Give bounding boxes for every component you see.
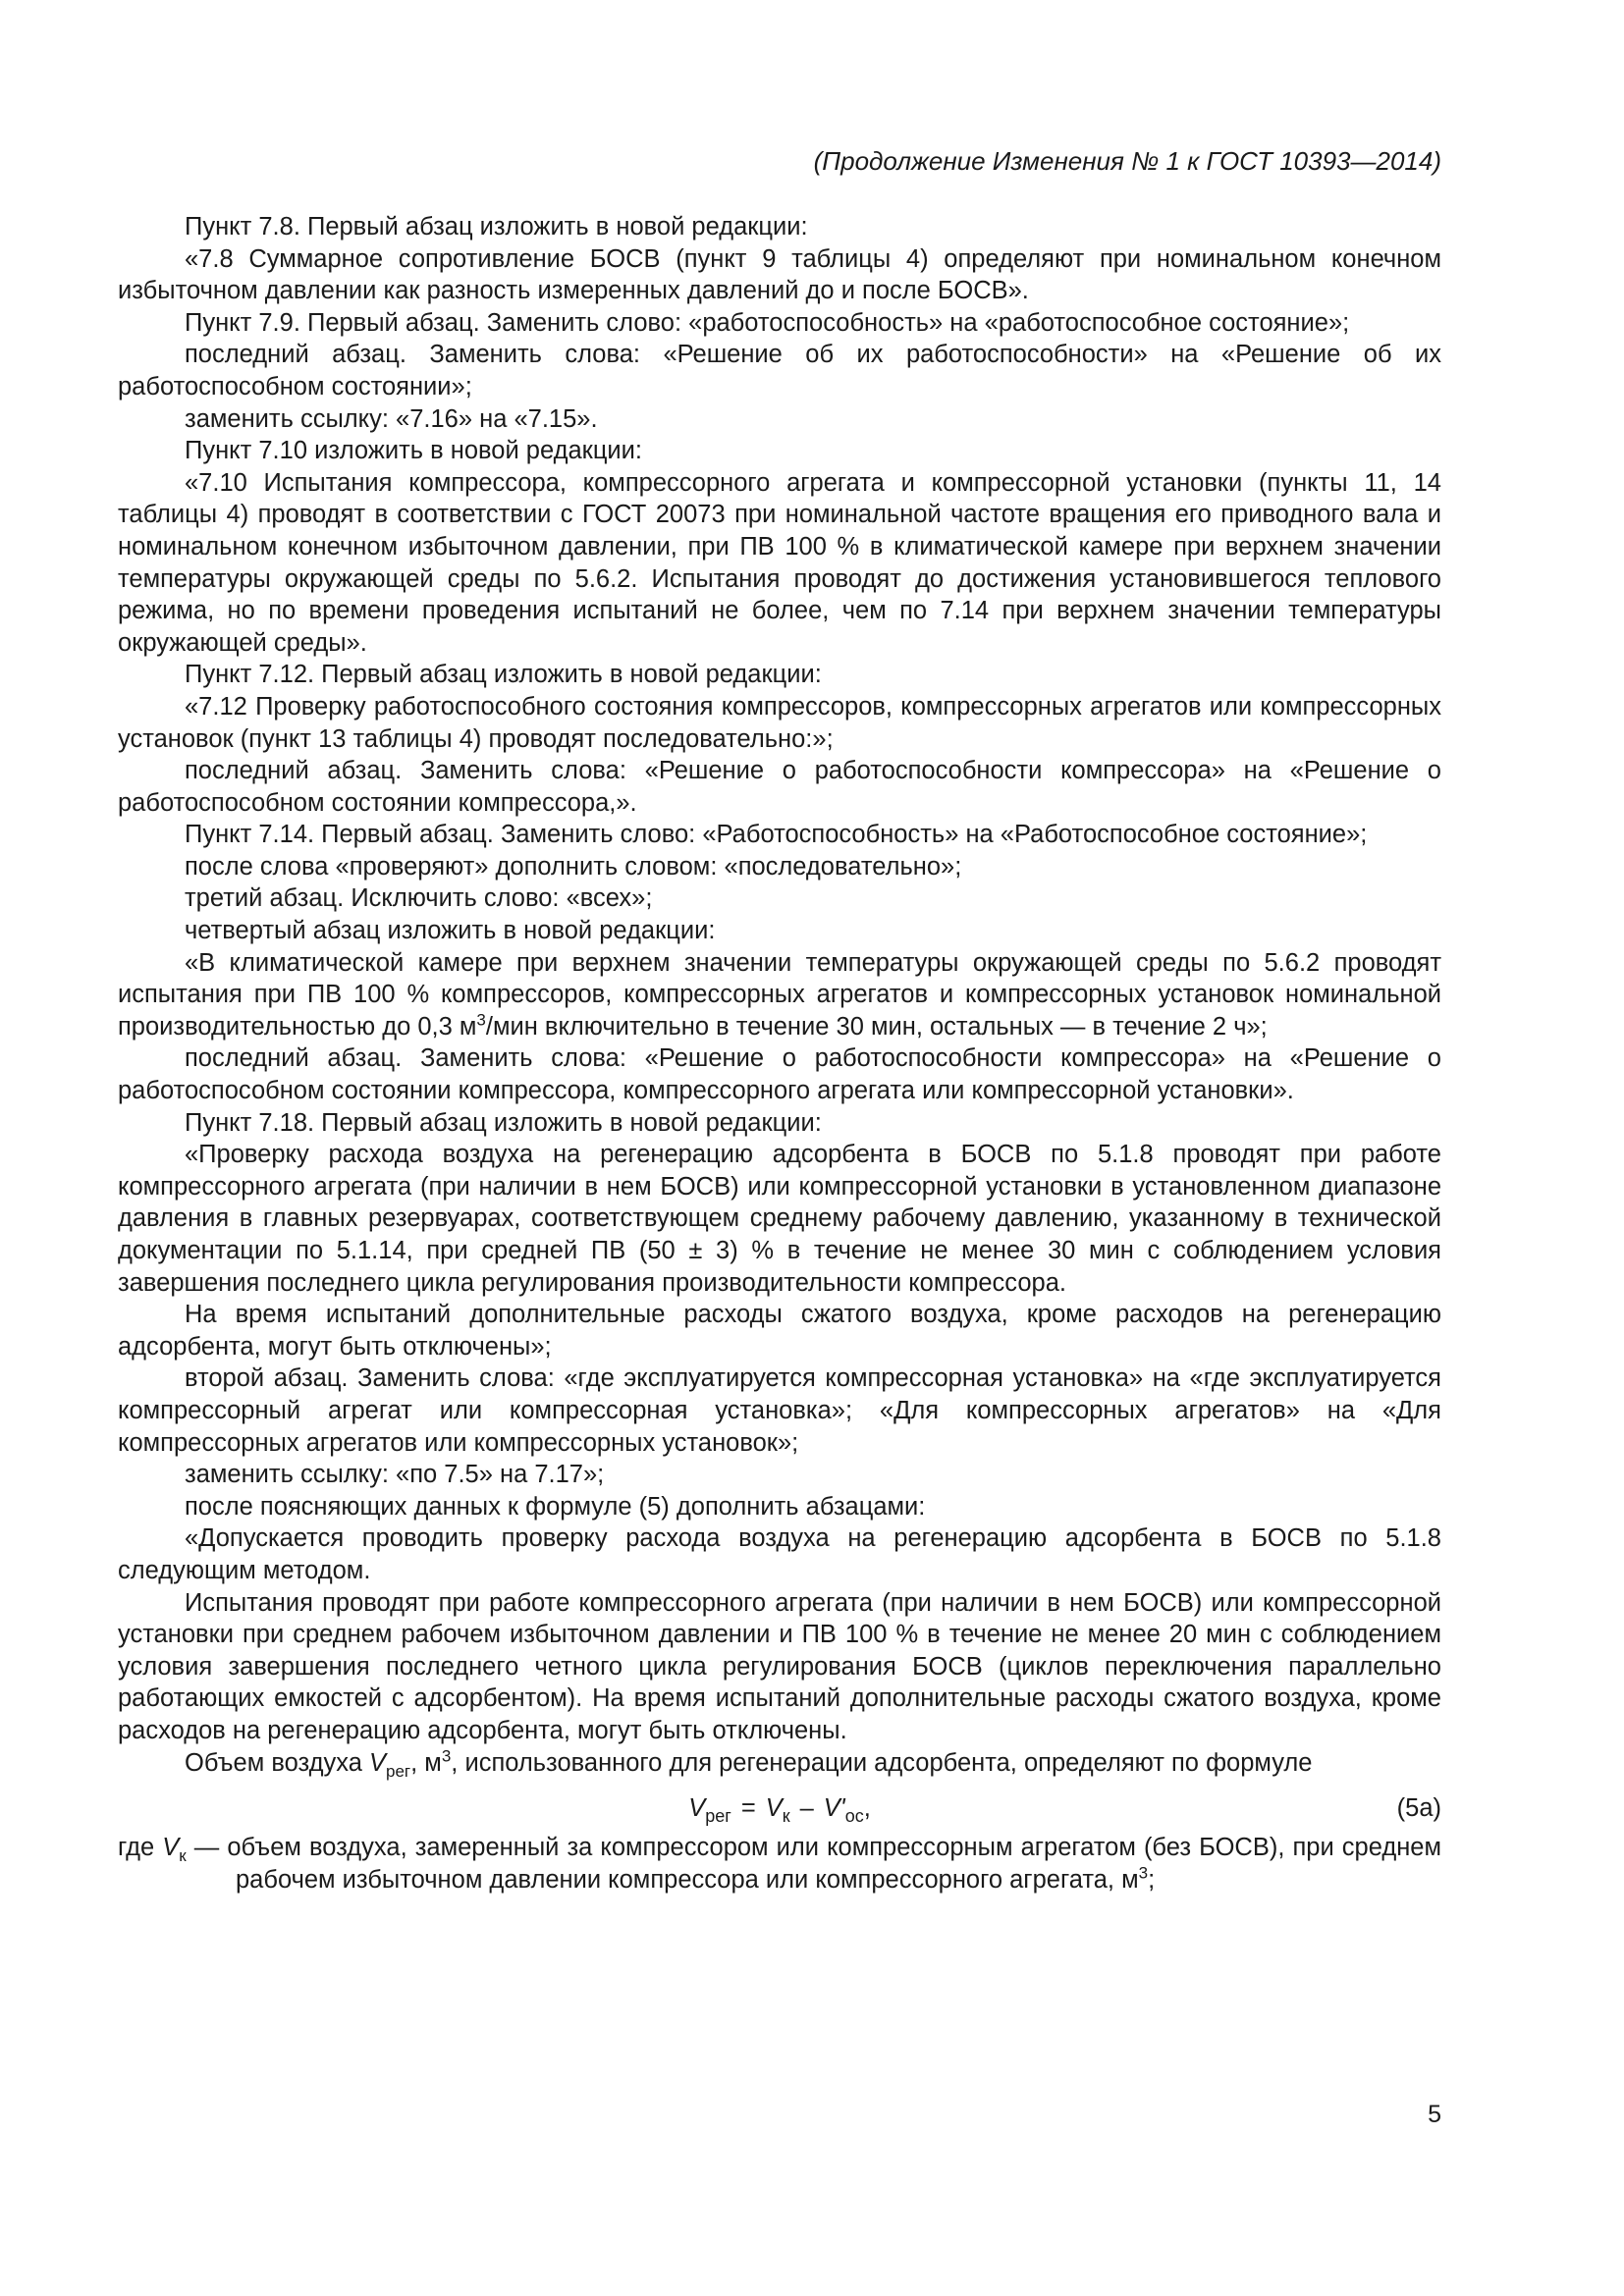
where-clause bbox=[118, 1832, 1441, 1896]
paragraph: Пункт 7.18. Первый абзац изложить в новой редакции: bbox=[185, 1108, 822, 1137]
superscript: 3 bbox=[441, 1746, 452, 1765]
variable: V bbox=[368, 1748, 386, 1777]
running-header: (Продолжение Изменения № 1 к ГОСТ 10393—2014) bbox=[813, 146, 1441, 176]
paragraph: Пункт 7.8. Первый абзац изложить в новой редакции: bbox=[185, 213, 808, 240]
formula-v2-variable: V' bbox=[823, 1794, 845, 1823]
paragraph: На время испытаний дополнительные расходы сжатого воздуха, кроме расходов на регенерацию адсорбента, могут быть отключены»; bbox=[118, 1301, 1441, 1361]
formula-v1-subscript: к bbox=[782, 1806, 790, 1827]
climate-paragraph bbox=[118, 947, 1441, 1043]
paragraph: «Допускается проводить проверку расхода воздуха на регенерацию адсорбента в БОСВ по 5.1.8 следующим методом. bbox=[118, 1524, 1441, 1584]
paragraph: заменить ссылку: «по 7.5» на 7.17»; bbox=[185, 1461, 605, 1489]
paragraph: последний абзац. Заменить слова: «Решение об их работоспособности» на «Решение об их работоспособном состоянии»; bbox=[118, 341, 1441, 400]
where-variable: V bbox=[162, 1834, 180, 1862]
paragraph: Пункт 7.12. Первый абзац изложить в новой редакции: bbox=[185, 661, 822, 689]
climate-text-2: /мин включительно в течение 30 мин, остальных — в течение 2 ч»; bbox=[485, 1012, 1268, 1041]
superscript: 3 bbox=[1138, 1863, 1149, 1883]
formula-number: (5а) bbox=[1396, 1794, 1441, 1823]
paragraph: после поясняющих данных к формуле (5) дополнить абзацами: bbox=[185, 1492, 926, 1521]
paragraph: последний абзац. Заменить слова: «Решение о работоспособности компрессора» на «Решение о работоспособном состоянии компрессора,». bbox=[118, 757, 1441, 817]
paragraph: третий абзац. Исключить слово: «всех»; bbox=[185, 884, 653, 913]
formula-lhs-variable: V bbox=[688, 1794, 706, 1823]
paragraph: «Проверку расхода воздуха на регенерацию адсорбента в БОСВ по 5.1.8 проводят при работе компрессорного агрегата (при наличии в нем БОСВ) или компрессорной установки в установленном диапазоне давления в главных резервуарах, соответствующем среднему рабочему давлению, указанному в технической документации по 5.1.14, при средней ПВ (50 ± 3) % в течение не менее 30 мин с соблюдением условия завершения последнего цикла регулирования производительности компрессора. bbox=[118, 1141, 1441, 1297]
volume-text-1: Объем воздуха bbox=[185, 1748, 369, 1777]
paragraph: Пункт 7.10 изложить в новой редакции: bbox=[185, 437, 643, 465]
document-body bbox=[118, 211, 1441, 1896]
where-prefix: где bbox=[118, 1834, 163, 1862]
where-tail: ; bbox=[1148, 1865, 1156, 1894]
subscript: рег bbox=[386, 1761, 411, 1781]
formula-minus: – bbox=[799, 1794, 814, 1823]
formula-line bbox=[118, 1787, 1441, 1832]
where-text: — объем воздуха, замеренный за компрессором или компрессорным агрегатом (без БОСВ), при среднем рабочем избыточном давлении компрессора или компрессорного агрегата, м bbox=[186, 1834, 1441, 1894]
formula-comma: , bbox=[863, 1794, 871, 1823]
paragraph: второй абзац. Заменить слова: «где эксплуатируется компрессорная установка» на «где эксплуатируется компрессорный агрегат или компрессорная установка»; «Для компрессорных агрегатов» на «Для компрессорных агрегатов или компрессорных установок»; bbox=[118, 1364, 1441, 1457]
paragraph: «7.8 Суммарное сопротивление БОСВ (пункт 9 таблицы 4) определяют при номинальном конечном избыточном давлении как разность измеренных давлений до и после БОСВ». bbox=[118, 244, 1441, 305]
paragraph: последний абзац. Заменить слова: «Решение о работоспособности компрессора» на «Решение о работоспособном состоянии компрессора, компрессорного агрегата или компрессорной установки». bbox=[118, 1044, 1441, 1105]
paragraph: четвертый абзац изложить в новой редакции: bbox=[185, 917, 716, 945]
volume-text-2: , м bbox=[410, 1748, 442, 1777]
formula-v2-subscript: ос bbox=[844, 1806, 864, 1827]
climate-text-1: «В климатической камере при верхнем значении температуры окружающей среды по 5.6.2 проводят испытания при ПВ 100 % компрессоров, компрессорных агрегатов и компрессорных установок номинальной производительностью до 0,3 м bbox=[118, 948, 1441, 1041]
volume-paragraph bbox=[118, 1747, 1441, 1780]
paragraph: после слова «проверяют» дополнить словом: «последовательно»; bbox=[185, 852, 962, 881]
formula-equals: = bbox=[740, 1794, 756, 1823]
where-subscript: к bbox=[179, 1846, 187, 1866]
paragraph: «7.10 Испытания компрессора, компрессорного агрегата и компрессорной установки (пункты 11, 14 таблицы 4) проводят в соответствии с ГОСТ 20073 при номинальной частоте вращения его приводного вала и номинальном конечном избыточном давлении, при ПВ 100 % в климатической камере при верхнем значении температуры окружающей среды по 5.6.2. Испытания проводят до достижения установившегося теплового режима, но по времени проведения испытаний не более, чем по 7.14 при верхнем значении температуры окружающей среды». bbox=[118, 468, 1441, 657]
paragraph: «7.12 Проверку работоспособного состояния компрессоров, компрессорных агрегатов или компрессорных установок (пункт 13 таблицы 4) проводят последовательно:»; bbox=[118, 692, 1441, 753]
page-number: 5 bbox=[1428, 2101, 1441, 2128]
formula-5a bbox=[118, 1792, 1441, 1825]
formula-v1-variable: V bbox=[765, 1794, 783, 1823]
formula-lhs-subscript: рег bbox=[705, 1806, 731, 1827]
paragraph: Испытания проводят при работе компрессорного агрегата (при наличии в нем БОСВ) или компрессорной установки при среднем рабочем избыточном давлении и ПВ 100 % в течение не менее 20 мин с соблюдением условия завершения последнего четного цикла регулирования БОСВ (циклов переключения параллельно работающих емкостей с адсорбентом). На время испытаний дополнительные расходы сжатого воздуха, кроме расходов на регенерацию адсорбента, могут быть отключены. bbox=[118, 1588, 1441, 1744]
volume-text-3: , использованного для регенерации адсорбента, определяют по формуле bbox=[451, 1748, 1313, 1777]
paragraph: заменить ссылку: «7.16» на «7.15». bbox=[185, 404, 598, 433]
superscript: 3 bbox=[476, 1010, 486, 1030]
paragraph: Пункт 7.14. Первый абзац. Заменить слово: «Работоспособность» на «Работоспособное состояние»; bbox=[185, 821, 1368, 849]
paragraph: Пункт 7.9. Первый абзац. Заменить слово: «работоспособность» на «работоспособное состояние»; bbox=[185, 308, 1350, 337]
